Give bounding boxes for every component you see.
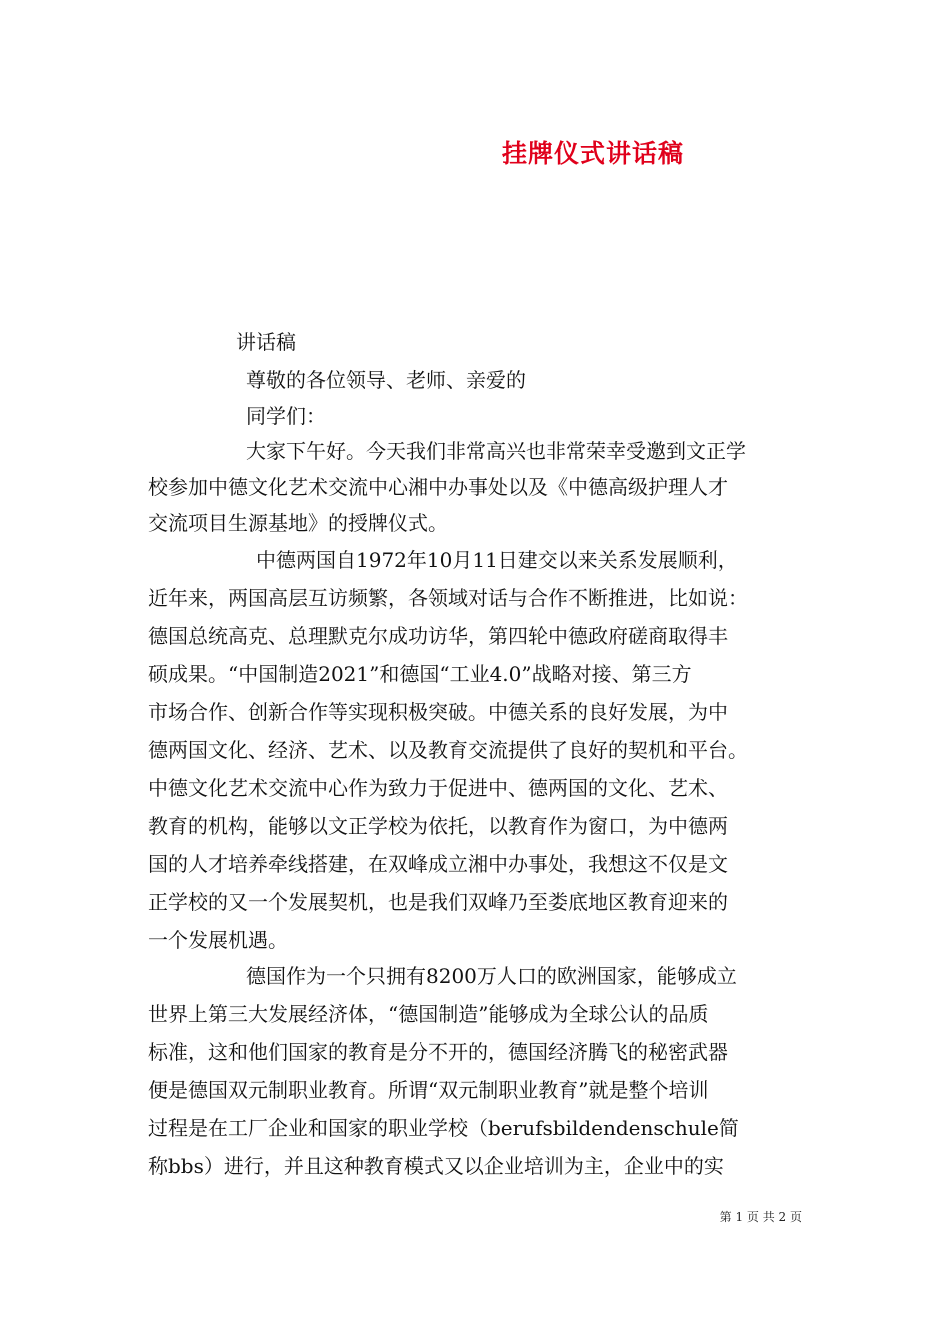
text-line: 德两国文化、经济、艺术、以及教育交流提供了良好的契机和平台。 (148, 738, 748, 762)
text-line: 近年来，两国高层互访频繁，各领域对话与合作不断推进，比如说： (148, 586, 748, 610)
text-line: 标准，这和他们国家的教育是分不开的，德国经济腾飞的秘密武器 (148, 1040, 728, 1064)
text-line: 国的人才培养牵线搭建，在双峰成立湘中办事处，我想这不仅是文 (148, 852, 728, 876)
text-line: 硕成果。“中国制造2021”和德国“工业4.0”战略对接、第三方 (148, 662, 692, 686)
text-line: 同学们： (246, 404, 326, 428)
text-line: 一个发展机遇。 (148, 928, 288, 952)
text-line: 过程是在工厂企业和国家的职业学校（berufsbildendenschule简 (148, 1116, 739, 1140)
text-line: 中德文化艺术交流中心作为致力于促进中、德两国的文化、艺术、 (148, 776, 728, 800)
text-line: 称bbs）进行，并且这种教育模式又以企业培训为主，企业中的实 (148, 1154, 724, 1178)
text-line: 大家下午好。今天我们非常高兴也非常荣幸受邀到文正学 (246, 439, 746, 463)
text-line: 讲话稿 (236, 330, 296, 354)
text-line: 尊敬的各位领导、老师、亲爱的 (246, 368, 526, 392)
text-line: 世界上第三大发展经济体，“德国制造”能够成为全球公认的品质 (148, 1002, 709, 1026)
text-line: 交流项目生源基地》的授牌仪式。 (148, 511, 448, 535)
text-line: 便是德国双元制职业教育。所谓“双元制职业教育”就是整个培训 (148, 1078, 709, 1102)
text-line: 正学校的又一个发展契机，也是我们双峰乃至娄底地区教育迎来的 (148, 890, 728, 914)
text-line: 教育的机构，能够以文正学校为依托，以教育作为窗口，为中德两 (148, 814, 728, 838)
page-number: 第 1 页 共 2 页 (719, 1210, 802, 1224)
text-line: 德国总统高克、总理默克尔成功访华，第四轮中德政府磋商取得丰 (148, 624, 728, 648)
text-line: 德国作为一个只拥有8200万人口的欧洲国家，能够成立 (246, 964, 737, 988)
text-line: 校参加中德文化艺术交流中心湘中办事处以及《中德高级护理人才 (148, 475, 728, 499)
text-line: 市场合作、创新合作等实现积极突破。中德关系的良好发展，为中 (148, 700, 728, 724)
text-line: 中德两国自1972年10月11日建交以来关系发展顺利， (256, 548, 738, 572)
document-title: 挂牌仪式讲话稿 (501, 139, 684, 168)
